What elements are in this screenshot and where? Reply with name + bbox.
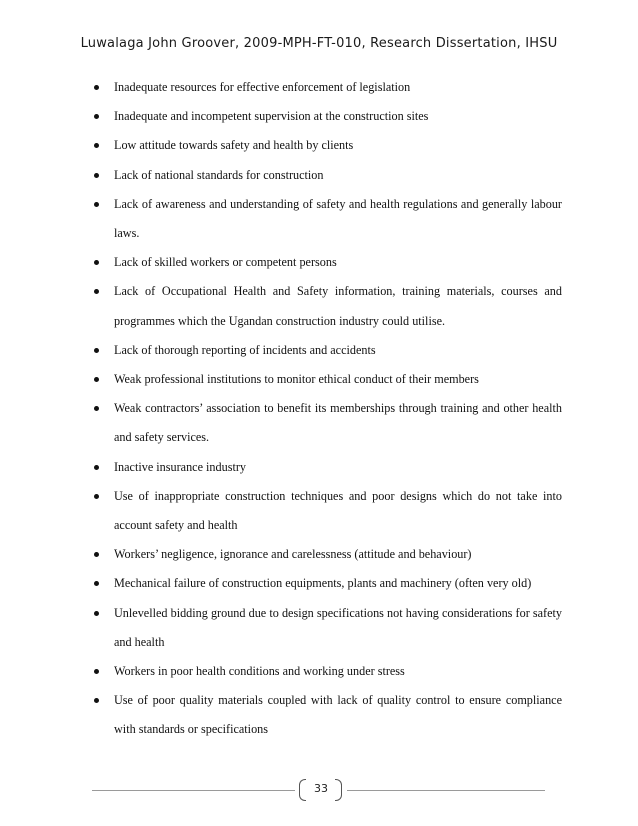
page-number: 33 bbox=[314, 782, 328, 795]
bullet-item: Lack of national standards for construction bbox=[94, 161, 562, 190]
footer-rule-left bbox=[92, 790, 295, 791]
bullet-item: Weak contractors’ association to benefit its memberships through training and other health and safety services. bbox=[94, 394, 562, 452]
bullet-item: Lack of thorough reporting of incidents and accidents bbox=[94, 336, 562, 365]
bullet-item: Use of poor quality materials coupled with lack of quality control to ensure compliance with standards or specifications bbox=[94, 686, 562, 744]
bullet-item: Mechanical failure of construction equipments, plants and machinery (often very old) bbox=[94, 569, 562, 598]
left-bracket-icon bbox=[299, 779, 306, 801]
bullet-item: Lack of Occupational Health and Safety information, training materials, courses and programmes which the Ugandan construction industry could utilise. bbox=[94, 277, 562, 335]
bullet-item: Use of inappropriate construction techniques and poor designs which do not take into account safety and health bbox=[94, 482, 562, 540]
page-footer bbox=[0, 779, 638, 801]
bullet-item: Weak professional institutions to monitor ethical conduct of their members bbox=[94, 365, 562, 394]
bullet-item: Low attitude towards safety and health by clients bbox=[94, 131, 562, 160]
bullet-item: Lack of awareness and understanding of safety and health regulations and generally labour laws. bbox=[94, 190, 562, 248]
bullet-item: Lack of skilled workers or competent persons bbox=[94, 248, 562, 277]
bullet-item: Workers’ negligence, ignorance and carelessness (attitude and behaviour) bbox=[94, 540, 562, 569]
bullet-item: Inadequate resources for effective enforcement of legislation bbox=[94, 73, 562, 102]
bullet-item: Inadequate and incompetent supervision at the construction sites bbox=[94, 102, 562, 131]
bullet-item: Inactive insurance industry bbox=[94, 453, 562, 482]
bullet-list bbox=[94, 73, 562, 745]
bullet-item: Workers in poor health conditions and working under stress bbox=[94, 657, 562, 686]
bullet-item: Unlevelled bidding ground due to design specifications not having considerations for safety and health bbox=[94, 599, 562, 657]
footer-rule-right bbox=[347, 790, 545, 791]
right-bracket-icon bbox=[335, 779, 342, 801]
running-header: Luwalaga John Groover, 2009-MPH-FT-010, Research Dissertation, IHSU bbox=[80, 36, 558, 51]
